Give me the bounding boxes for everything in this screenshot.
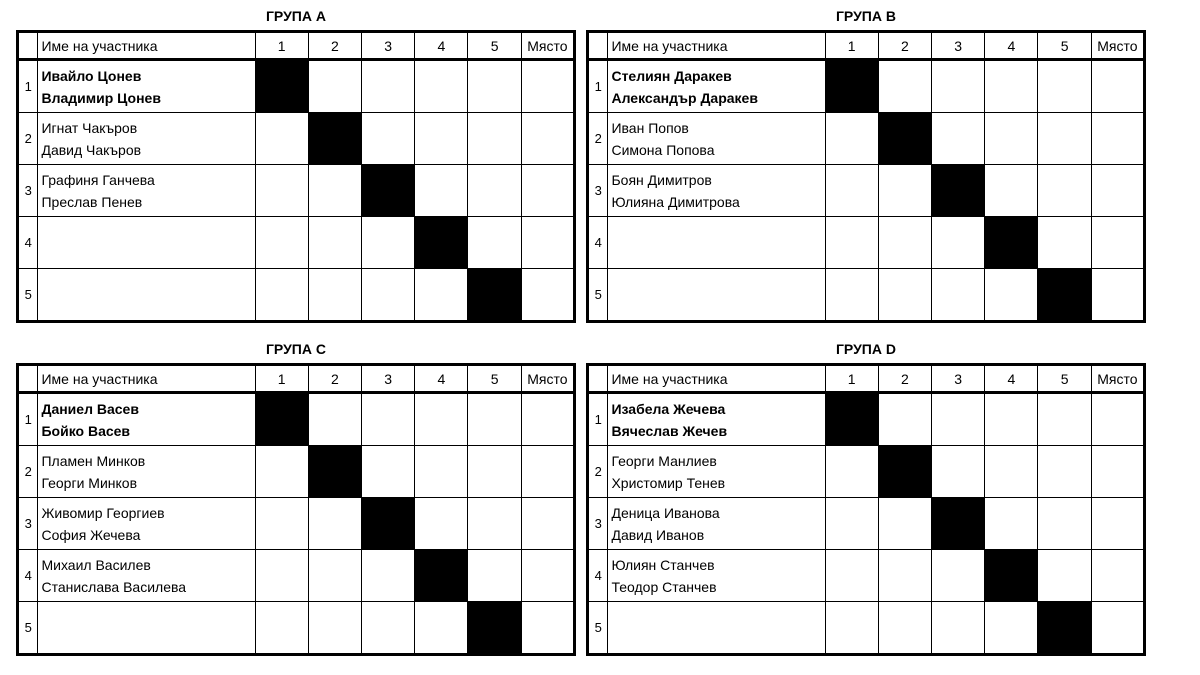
group-b xyxy=(586,8,1146,323)
place-column-header: Място xyxy=(521,365,574,393)
blocked-cell xyxy=(878,446,931,498)
row-number: 1 xyxy=(588,60,608,113)
result-cell[interactable] xyxy=(825,113,878,165)
row-number: 1 xyxy=(588,393,608,446)
place-cell[interactable] xyxy=(521,165,574,217)
round-header: 5 xyxy=(1038,32,1091,60)
result-cell[interactable] xyxy=(255,602,308,655)
result-cell[interactable] xyxy=(932,217,985,269)
result-cell[interactable] xyxy=(932,113,985,165)
row-number: 3 xyxy=(18,498,38,550)
participant-cell[interactable] xyxy=(608,60,825,113)
result-cell[interactable] xyxy=(415,446,468,498)
round-header: 4 xyxy=(985,365,1038,393)
result-cell[interactable] xyxy=(415,165,468,217)
participant-cell[interactable] xyxy=(38,393,255,446)
result-cell[interactable] xyxy=(255,269,308,322)
result-cell[interactable] xyxy=(415,60,468,113)
result-cell[interactable] xyxy=(878,498,931,550)
player-name: Давид Иванов xyxy=(611,526,705,543)
result-cell[interactable] xyxy=(985,269,1038,322)
blocked-cell xyxy=(878,113,931,165)
player-name: Боян Димитров xyxy=(611,171,712,188)
result-cell[interactable] xyxy=(255,550,308,602)
result-cell[interactable] xyxy=(255,217,308,269)
player-name: Ивайло Цонев xyxy=(41,67,142,84)
blocked-cell xyxy=(825,60,878,113)
place-cell[interactable] xyxy=(1091,269,1144,322)
table-row xyxy=(588,60,1145,113)
result-cell[interactable] xyxy=(825,602,878,655)
blocked-cell xyxy=(468,602,521,655)
result-cell[interactable] xyxy=(825,550,878,602)
result-cell[interactable] xyxy=(362,60,415,113)
blocked-cell xyxy=(415,217,468,269)
result-cell[interactable] xyxy=(362,217,415,269)
table-row xyxy=(588,217,1145,269)
result-cell[interactable] xyxy=(415,602,468,655)
corner-cell xyxy=(18,365,38,393)
row-number: 4 xyxy=(588,550,608,602)
place-cell[interactable] xyxy=(521,550,574,602)
place-cell[interactable] xyxy=(1091,550,1144,602)
place-cell[interactable] xyxy=(1091,446,1144,498)
row-number: 5 xyxy=(18,602,38,655)
row-number: 4 xyxy=(18,217,38,269)
blocked-cell xyxy=(255,393,308,446)
blocked-cell xyxy=(362,165,415,217)
result-cell[interactable] xyxy=(468,60,521,113)
result-cell[interactable] xyxy=(932,602,985,655)
player-name: Даниел Васев xyxy=(41,400,139,417)
participant-cell[interactable] xyxy=(38,113,255,165)
player-name: София Жечева xyxy=(41,526,141,543)
result-cell[interactable] xyxy=(308,269,361,322)
table-row xyxy=(18,217,575,269)
player-name: Юлиян Станчев xyxy=(611,556,715,573)
result-cell[interactable] xyxy=(415,113,468,165)
standings-table xyxy=(16,363,576,656)
participant-cell[interactable] xyxy=(608,269,825,322)
player-name: Графиня Ганчева xyxy=(41,171,155,188)
blocked-cell xyxy=(1038,269,1091,322)
player-name: Христомир Тенев xyxy=(611,474,726,491)
result-cell[interactable] xyxy=(362,393,415,446)
result-cell[interactable] xyxy=(308,165,361,217)
player-name: Бойко Васев xyxy=(41,422,131,439)
result-cell[interactable] xyxy=(1038,393,1091,446)
blocked-cell xyxy=(1038,602,1091,655)
round-header: 2 xyxy=(878,32,931,60)
standings-table xyxy=(586,363,1146,656)
table-row xyxy=(18,393,575,446)
player-name: Симона Попова xyxy=(611,141,715,158)
standings-table xyxy=(586,30,1146,323)
round-header: 3 xyxy=(362,365,415,393)
blocked-cell xyxy=(362,498,415,550)
round-header: 4 xyxy=(985,32,1038,60)
result-cell[interactable] xyxy=(825,165,878,217)
place-cell[interactable] xyxy=(521,113,574,165)
group-a xyxy=(16,8,576,323)
result-cell[interactable] xyxy=(1038,498,1091,550)
result-cell[interactable] xyxy=(468,550,521,602)
place-column-header: Място xyxy=(1091,365,1144,393)
participant-cell[interactable] xyxy=(608,113,825,165)
header-row xyxy=(18,365,575,393)
table-row xyxy=(18,602,575,655)
table-row xyxy=(18,498,575,550)
place-cell[interactable] xyxy=(1091,113,1144,165)
round-header: 4 xyxy=(415,365,468,393)
name-column-header: Име на участника xyxy=(38,365,255,393)
player-name: Александър Даракев xyxy=(611,89,758,106)
row-number: 2 xyxy=(588,446,608,498)
table-row xyxy=(18,60,575,113)
result-cell[interactable] xyxy=(985,393,1038,446)
result-cell[interactable] xyxy=(985,165,1038,217)
round-header: 1 xyxy=(255,365,308,393)
place-cell[interactable] xyxy=(521,269,574,322)
corner-cell xyxy=(588,365,608,393)
player-name: Изабела Жечева xyxy=(611,400,726,417)
player-name: Стелиян Даракев xyxy=(611,67,732,84)
result-cell[interactable] xyxy=(1038,113,1091,165)
result-cell[interactable] xyxy=(985,602,1038,655)
round-header: 3 xyxy=(362,32,415,60)
row-number: 4 xyxy=(18,550,38,602)
participant-cell[interactable] xyxy=(608,217,825,269)
result-cell[interactable] xyxy=(362,269,415,322)
place-cell[interactable] xyxy=(1091,602,1144,655)
round-header: 5 xyxy=(468,32,521,60)
result-cell[interactable] xyxy=(308,550,361,602)
place-cell[interactable] xyxy=(521,60,574,113)
player-name: Станислава Василева xyxy=(41,578,187,595)
result-cell[interactable] xyxy=(468,165,521,217)
result-cell[interactable] xyxy=(932,60,985,113)
round-header: 1 xyxy=(825,32,878,60)
player-name: Преслав Пенев xyxy=(41,193,143,210)
result-cell[interactable] xyxy=(415,393,468,446)
round-header: 2 xyxy=(308,365,361,393)
table-row xyxy=(588,113,1145,165)
table-row xyxy=(588,393,1145,446)
place-column-header: Място xyxy=(1091,32,1144,60)
round-header: 1 xyxy=(825,365,878,393)
result-cell[interactable] xyxy=(1038,60,1091,113)
header-row xyxy=(588,365,1145,393)
place-cell[interactable] xyxy=(521,602,574,655)
name-column-header: Име на участника xyxy=(608,32,825,60)
player-name: Георги Манлиев xyxy=(611,452,717,469)
result-cell[interactable] xyxy=(415,498,468,550)
row-number: 2 xyxy=(18,446,38,498)
place-cell[interactable] xyxy=(1091,217,1144,269)
result-cell[interactable] xyxy=(1038,165,1091,217)
result-cell[interactable] xyxy=(1038,550,1091,602)
result-cell[interactable] xyxy=(308,393,361,446)
participant-cell[interactable] xyxy=(38,217,255,269)
blocked-cell xyxy=(985,550,1038,602)
player-name: Деница Иванова xyxy=(611,504,720,521)
player-name: Вячеслав Жечев xyxy=(611,422,728,439)
player-name: Михаил Василев xyxy=(41,556,151,573)
participant-cell[interactable] xyxy=(38,446,255,498)
result-cell[interactable] xyxy=(308,498,361,550)
result-cell[interactable] xyxy=(825,269,878,322)
place-cell[interactable] xyxy=(521,498,574,550)
result-cell[interactable] xyxy=(878,60,931,113)
place-cell[interactable] xyxy=(1091,165,1144,217)
result-cell[interactable] xyxy=(362,550,415,602)
result-cell[interactable] xyxy=(825,217,878,269)
result-cell[interactable] xyxy=(1038,446,1091,498)
participant-cell[interactable] xyxy=(38,269,255,322)
result-cell[interactable] xyxy=(468,113,521,165)
player-name: Живомир Георгиев xyxy=(41,504,165,521)
participant-cell[interactable] xyxy=(608,393,825,446)
table-row xyxy=(18,113,575,165)
player-name: Давид Чакъров xyxy=(41,141,142,158)
place-cell[interactable] xyxy=(1091,498,1144,550)
group-d xyxy=(586,341,1146,656)
participant-cell[interactable] xyxy=(608,165,825,217)
round-header: 2 xyxy=(308,32,361,60)
corner-cell xyxy=(588,32,608,60)
table-row xyxy=(18,550,575,602)
result-cell[interactable] xyxy=(878,393,931,446)
round-header: 1 xyxy=(255,32,308,60)
result-cell[interactable] xyxy=(415,269,468,322)
row-number: 1 xyxy=(18,60,38,113)
group-c xyxy=(16,341,576,656)
result-cell[interactable] xyxy=(932,269,985,322)
participant-cell[interactable] xyxy=(38,602,255,655)
result-cell[interactable] xyxy=(878,550,931,602)
place-cell[interactable] xyxy=(1091,393,1144,446)
result-cell[interactable] xyxy=(878,165,931,217)
corner-cell xyxy=(18,32,38,60)
table-row xyxy=(18,165,575,217)
row-number: 3 xyxy=(588,498,608,550)
round-header: 2 xyxy=(878,365,931,393)
result-cell[interactable] xyxy=(255,113,308,165)
group-title: ГРУПА В xyxy=(836,8,896,24)
player-name: Юлияна Димитрова xyxy=(611,193,740,210)
blocked-cell xyxy=(825,393,878,446)
round-header: 3 xyxy=(932,32,985,60)
row-number: 4 xyxy=(588,217,608,269)
result-cell[interactable] xyxy=(878,217,931,269)
result-cell[interactable] xyxy=(825,498,878,550)
round-header: 5 xyxy=(1038,365,1091,393)
row-number: 2 xyxy=(18,113,38,165)
result-cell[interactable] xyxy=(362,446,415,498)
result-cell[interactable] xyxy=(985,498,1038,550)
result-cell[interactable] xyxy=(985,60,1038,113)
result-cell[interactable] xyxy=(1038,217,1091,269)
row-number: 3 xyxy=(18,165,38,217)
row-number: 5 xyxy=(588,269,608,322)
result-cell[interactable] xyxy=(362,602,415,655)
table-row xyxy=(588,165,1145,217)
result-cell[interactable] xyxy=(468,217,521,269)
group-title: ГРУПА С xyxy=(266,341,326,357)
player-name: Владимир Цонев xyxy=(41,89,161,106)
round-header: 3 xyxy=(932,365,985,393)
result-cell[interactable] xyxy=(825,446,878,498)
participant-cell[interactable] xyxy=(38,165,255,217)
result-cell[interactable] xyxy=(308,602,361,655)
row-number: 2 xyxy=(588,113,608,165)
blocked-cell xyxy=(985,217,1038,269)
name-column-header: Име на участника xyxy=(608,365,825,393)
player-name: Георги Минков xyxy=(41,474,138,491)
blocked-cell xyxy=(308,446,361,498)
round-header: 4 xyxy=(415,32,468,60)
participant-cell[interactable] xyxy=(608,498,825,550)
result-cell[interactable] xyxy=(308,217,361,269)
participant-cell[interactable] xyxy=(608,602,825,655)
result-cell[interactable] xyxy=(985,113,1038,165)
participant-cell[interactable] xyxy=(38,550,255,602)
blocked-cell xyxy=(932,165,985,217)
result-cell[interactable] xyxy=(932,446,985,498)
player-name: Теодор Станчев xyxy=(611,578,717,595)
place-cell[interactable] xyxy=(1091,60,1144,113)
table-row xyxy=(588,498,1145,550)
place-cell[interactable] xyxy=(521,393,574,446)
row-number: 5 xyxy=(18,269,38,322)
table-row xyxy=(588,446,1145,498)
name-column-header: Име на участника xyxy=(38,32,255,60)
blocked-cell xyxy=(308,113,361,165)
participant-cell[interactable] xyxy=(38,60,255,113)
blocked-cell xyxy=(468,269,521,322)
result-cell[interactable] xyxy=(308,60,361,113)
player-name: Пламен Минков xyxy=(41,452,146,469)
place-column-header: Място xyxy=(521,32,574,60)
player-name: Иван Попов xyxy=(611,119,689,136)
header-row xyxy=(18,32,575,60)
result-cell[interactable] xyxy=(255,165,308,217)
blocked-cell xyxy=(415,550,468,602)
row-number: 3 xyxy=(588,165,608,217)
table-row xyxy=(588,550,1145,602)
row-number: 1 xyxy=(18,393,38,446)
table-row xyxy=(18,269,575,322)
participant-cell[interactable] xyxy=(608,550,825,602)
table-row xyxy=(588,602,1145,655)
result-cell[interactable] xyxy=(468,498,521,550)
group-title: ГРУПА А xyxy=(266,8,326,24)
table-row xyxy=(18,446,575,498)
standings-table xyxy=(16,30,576,323)
table-row xyxy=(588,269,1145,322)
result-cell[interactable] xyxy=(985,446,1038,498)
result-cell[interactable] xyxy=(878,602,931,655)
result-cell[interactable] xyxy=(878,269,931,322)
result-cell[interactable] xyxy=(255,498,308,550)
blocked-cell xyxy=(255,60,308,113)
result-cell[interactable] xyxy=(255,446,308,498)
round-header: 5 xyxy=(468,365,521,393)
result-cell[interactable] xyxy=(932,550,985,602)
result-cell[interactable] xyxy=(468,446,521,498)
player-name: Игнат Чакъров xyxy=(41,119,138,136)
group-title: ГРУПА D xyxy=(836,341,896,357)
place-cell[interactable] xyxy=(521,217,574,269)
participant-cell[interactable] xyxy=(608,446,825,498)
header-row xyxy=(588,32,1145,60)
blocked-cell xyxy=(932,498,985,550)
participant-cell[interactable] xyxy=(38,498,255,550)
place-cell[interactable] xyxy=(521,446,574,498)
result-cell[interactable] xyxy=(468,393,521,446)
result-cell[interactable] xyxy=(932,393,985,446)
result-cell[interactable] xyxy=(362,113,415,165)
row-number: 5 xyxy=(588,602,608,655)
